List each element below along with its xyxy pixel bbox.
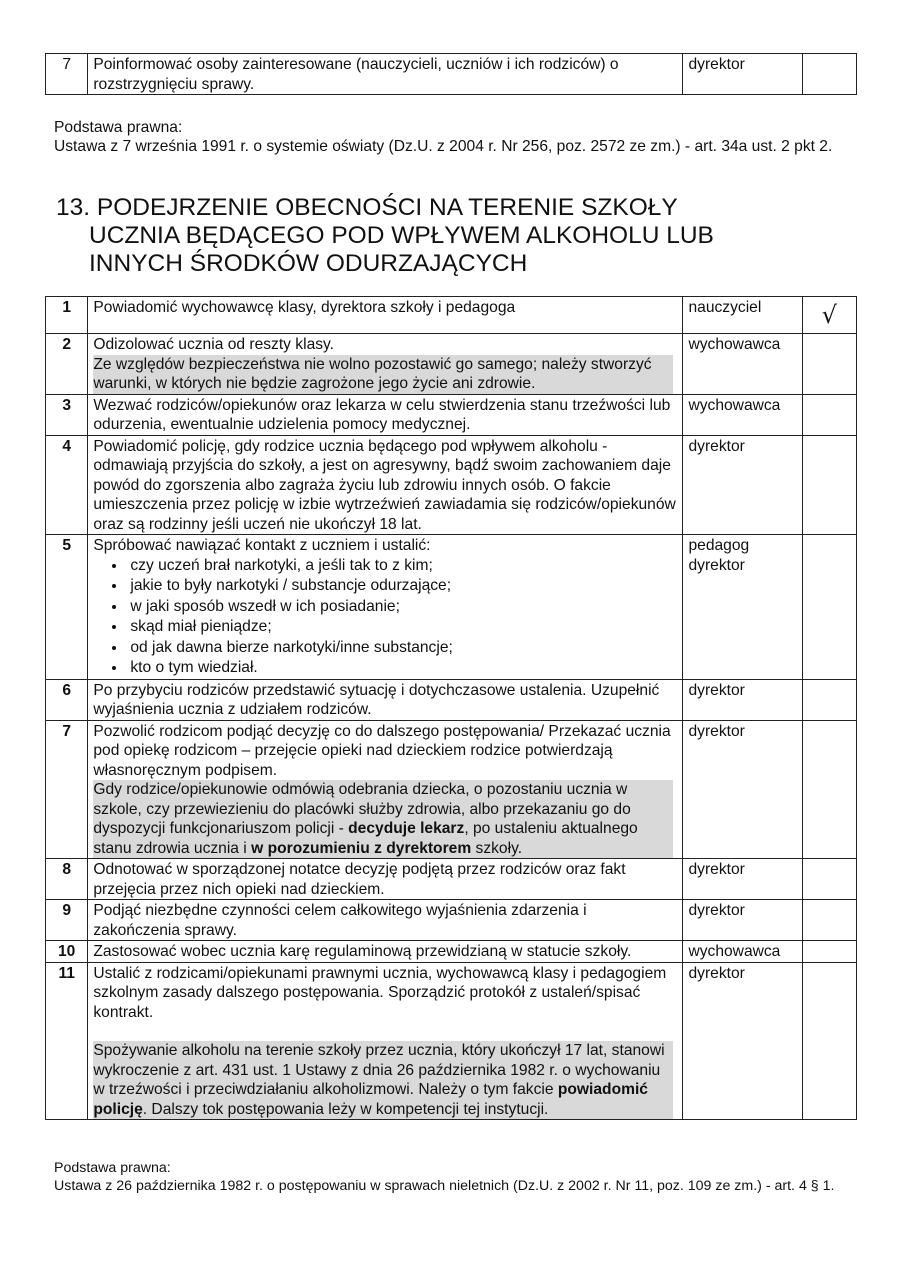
note-emphasis: decyduje lekarz bbox=[348, 820, 465, 837]
responsible-person: pedagog bbox=[688, 537, 750, 554]
check-cell bbox=[802, 297, 857, 334]
note-part: szkoły. bbox=[471, 839, 523, 857]
responsible-person: dyrektor bbox=[683, 859, 802, 900]
action-text: Poinformować osoby zainteresowane (nauczycieli, uczniów i ich rodziców) o rozstrzygnięciu sprawy. bbox=[88, 54, 683, 95]
check-cell bbox=[802, 54, 857, 95]
list-item: • od jak dawna bierze narkotyki/inne substancje; bbox=[127, 638, 677, 659]
previous-procedure-table bbox=[45, 53, 857, 95]
table-row bbox=[46, 679, 857, 720]
legal-basis-label: Podstawa prawna: bbox=[54, 119, 183, 136]
list-item: • w jaki sposób wszedł w ich posiadanie; bbox=[127, 597, 677, 618]
action-cell bbox=[88, 720, 683, 859]
action-text: Odnotować w sporządzonej notatce decyzję podjętą przez rodziców oraz fakt przejęcia przez nich opieki nad dzieckiem. bbox=[88, 859, 683, 900]
procedure-table bbox=[45, 296, 857, 1120]
responsible-person: wychowawca bbox=[683, 941, 802, 963]
responsible-person: dyrektor bbox=[683, 720, 802, 859]
section-title-line-1: 13. PODEJRZENIE OBECNOŚCI NA TERENIE SZKOŁY bbox=[56, 194, 678, 221]
note-part: , po ustaleniu aktualnego stanu zdrowia ucznia i bbox=[93, 820, 638, 857]
table-row bbox=[46, 962, 857, 1120]
list-item: • kto o tym wiedział. bbox=[127, 658, 677, 679]
police-note bbox=[93, 1041, 673, 1119]
section-title-line-2: UCZNIA BĘDĄCEGO POD WPŁYWEM ALKOHOLU LUB bbox=[89, 222, 714, 249]
check-cell bbox=[802, 679, 857, 720]
section-title bbox=[56, 194, 856, 278]
note-emphasis: powiadomić policję bbox=[93, 1081, 648, 1118]
row-number: 2 bbox=[46, 334, 88, 395]
table-row bbox=[46, 297, 857, 334]
responsible-person: dyrektor bbox=[683, 962, 802, 1120]
row-number: 3 bbox=[46, 394, 88, 435]
responsible-person: nauczyciel bbox=[683, 297, 802, 334]
row-number: 10 bbox=[46, 941, 88, 963]
responsible-cell bbox=[683, 535, 802, 680]
note-part: Gdy rodzice/opiekunowie odmówią odebrania dziecka, o pozostaniu ucznia w szkole, czy przewiezieniu do placówki służby zdrowia, albo przekazaniu go do dyspozycji funkcjonariuszom policji - bbox=[93, 781, 631, 837]
action-cell bbox=[88, 535, 683, 680]
action-cell bbox=[88, 962, 683, 1120]
table-row bbox=[46, 394, 857, 435]
row-number: 6 bbox=[46, 679, 88, 720]
note-part: . Dalszy tok postępowania leży w kompetencji tej instytucji. bbox=[142, 1100, 549, 1118]
row-number: 11 bbox=[46, 962, 88, 1120]
responsible-person: wychowawca bbox=[683, 394, 802, 435]
list-item: • jakie to były narkotyki / substancje odurzające; bbox=[127, 576, 677, 597]
legal-basis-2 bbox=[54, 1159, 854, 1195]
action-text: Pozwolić rodzicom podjąć decyzję co do dalszego postępowania/ Przekazać ucznia pod opiekę rodzicom – przejęcie opieki nad dzieckiem rodzice potwierdzają własnoręcznym podpisem. bbox=[93, 722, 671, 779]
row-number: 8 bbox=[46, 859, 88, 900]
responsible-person: wychowawca bbox=[683, 334, 802, 395]
table-row bbox=[46, 720, 857, 859]
table-row bbox=[46, 535, 857, 680]
action-text: Powiadomić wychowawcę klasy, dyrektora szkoły i pedagoga bbox=[88, 297, 683, 334]
check-cell bbox=[802, 435, 857, 535]
action-cell bbox=[88, 334, 683, 395]
responsible-person: dyrektor bbox=[683, 435, 802, 535]
action-text: Podjąć niezbędne czynności celem całkowitego wyjaśnienia zdarzenia i zakończenia sprawy. bbox=[88, 900, 683, 941]
table-row bbox=[46, 54, 857, 95]
action-text: Ustalić z rodzicami/opiekunami prawnymi ucznia, wychowawcą klasy i pedagogiem szkolnym zasady dalszego postępowania. Sporządzić protokół z ustaleń/spisać kontrakt. bbox=[93, 964, 667, 1021]
check-cell bbox=[802, 859, 857, 900]
row-number: 7 bbox=[46, 54, 88, 95]
table-row bbox=[46, 859, 857, 900]
list-item: • czy uczeń brał narkotyki, a jeśli tak to z kim; bbox=[127, 556, 677, 577]
legal-basis-text: Ustawa z 26 października 1982 r. o postępowaniu w sprawach nieletnich (Dz.U. z 2002 r. Nr 11, poz. 109 ze zm.) - art. 4 § 1. bbox=[54, 1178, 835, 1194]
row-number: 4 bbox=[46, 435, 88, 535]
table-row bbox=[46, 435, 857, 535]
questions-list bbox=[93, 556, 677, 679]
responsible-person: dyrektor bbox=[683, 54, 802, 95]
action-text: Wezwać rodziców/opiekunów oraz lekarza w celu stwierdzenia stanu trzeźwości lub odurzenia, ewentualnie udzielenia pomocy medycznej. bbox=[88, 394, 683, 435]
legal-basis-text: Ustawa z 7 września 1991 r. o systemie oświaty (Dz.U. z 2004 r. Nr 256, poz. 2572 ze zm.) - art. 34a ust. 2 pkt 2. bbox=[54, 138, 833, 155]
action-text: Zastosować wobec ucznia karę regulaminową przewidzianą w statucie szkoły. bbox=[88, 941, 683, 963]
row-number: 1 bbox=[46, 297, 88, 334]
safety-note: Ze względów bezpieczeństwa nie wolno pozostawić go samego; należy stworzyć warunki, w których nie będzie zagrożone jego życie ani zdrowie. bbox=[93, 355, 673, 394]
check-cell bbox=[802, 941, 857, 963]
table-row bbox=[46, 334, 857, 395]
check-cell bbox=[802, 334, 857, 395]
table-row bbox=[46, 941, 857, 963]
action-text: Spróbować nawiązać kontakt z uczniem i ustalić: bbox=[93, 537, 431, 554]
check-cell bbox=[802, 535, 857, 680]
check-cell bbox=[802, 720, 857, 859]
checkmark-icon: √ bbox=[821, 301, 837, 329]
section-title-line-3: INNYCH ŚRODKÓW ODURZAJĄCYCH bbox=[89, 250, 528, 277]
table-row bbox=[46, 900, 857, 941]
action-text: Powiadomić policję, gdy rodzice ucznia będącego pod wpływem alkoholu - odmawiają przyjścia do szkoły, a jest on agresywny, bądź swoim zachowaniem daje powód do zgorszenia albo zagraża życiu lub zdrowiu innych osób. O fakcie umieszczenia przez policję w izbie wytrzeźwień zawiadamia się rodziców/opiekunów oraz są rodzinny jeśli uczeń nie ukończył 18 lat. bbox=[88, 435, 683, 535]
note-part: Spożywanie alkoholu na terenie szkoły przez ucznia, który ukończył 17 lat, stanowi wykroczenie z art. 431 ust. 1 Ustawy z dnia 26 października 1982 r. o wychowaniu w trzeźwości i przeciwdziałaniu alkoholizmowi. Należy o tym fakcie bbox=[93, 1042, 665, 1098]
check-cell bbox=[802, 900, 857, 941]
check-cell bbox=[802, 962, 857, 1120]
list-item: • skąd miał pieniądze; bbox=[127, 617, 677, 638]
responsible-person-2: dyrektor bbox=[688, 556, 745, 574]
refusal-note bbox=[93, 780, 673, 858]
action-text: Po przybyciu rodziców przedstawić sytuację i dotychczasowe ustalenia. Uzupełnić wyjaśnienia ucznia z udziałem rodziców. bbox=[88, 679, 683, 720]
responsible-person: dyrektor bbox=[683, 679, 802, 720]
action-text: Odizolować ucznia od reszty klasy. bbox=[93, 336, 335, 353]
row-number: 7 bbox=[46, 720, 88, 859]
check-cell bbox=[802, 394, 857, 435]
row-number: 5 bbox=[46, 535, 88, 680]
responsible-person: dyrektor bbox=[683, 900, 802, 941]
note-emphasis: w porozumieniu z dyrektorem bbox=[251, 839, 472, 857]
spacer bbox=[93, 1022, 677, 1041]
legal-basis-label: Podstawa prawna: bbox=[54, 1160, 171, 1176]
legal-basis-1 bbox=[54, 118, 854, 156]
row-number: 9 bbox=[46, 900, 88, 941]
